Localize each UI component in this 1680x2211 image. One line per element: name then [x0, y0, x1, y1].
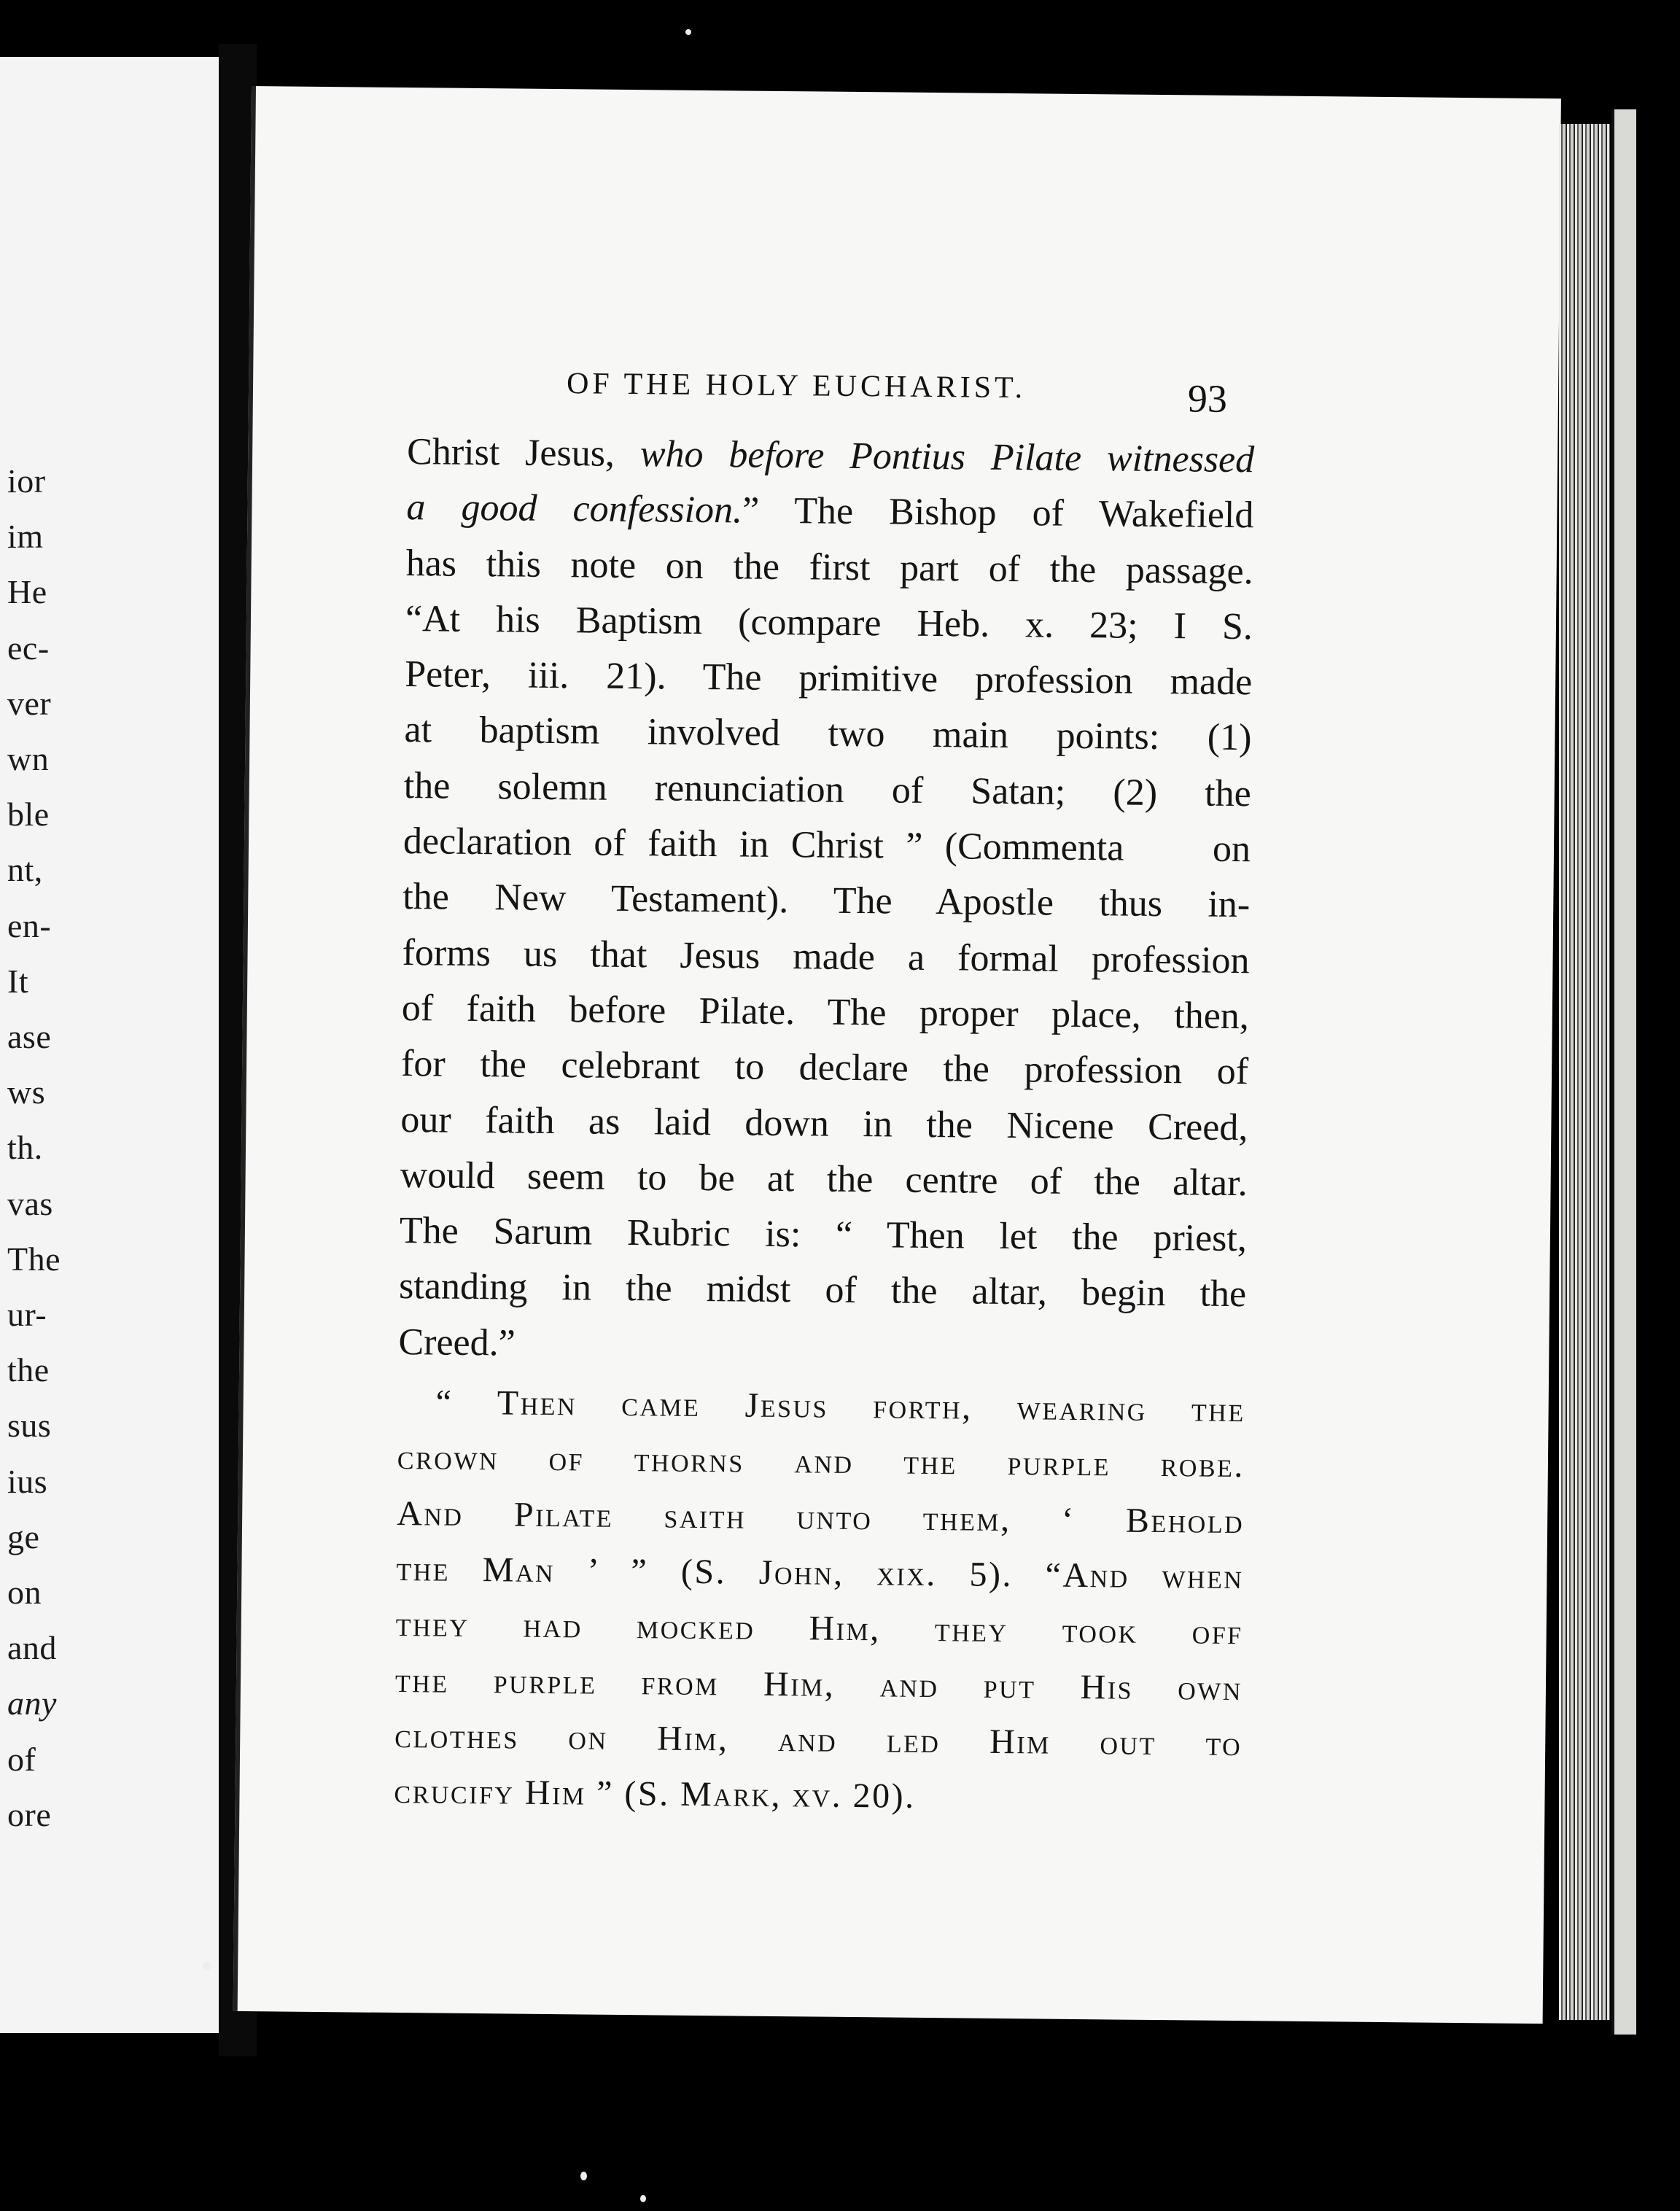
- left-page-line-fragment: im: [7, 518, 44, 556]
- text-line: Peter, iii. 21). The primitive profession made: [404, 653, 1253, 704]
- left-page-line-fragment: ble: [7, 796, 50, 834]
- left-page-line-fragment: ior: [7, 462, 46, 500]
- left-page-line-fragment: sus: [7, 1407, 52, 1445]
- left-page-line-fragment: en-: [7, 906, 52, 944]
- text-line: would seem to be at the centre of the altar.: [400, 1154, 1248, 1205]
- text-line: for the celebrant to declare the profession of: [400, 1043, 1249, 1093]
- left-page-line-fragment: wn: [7, 740, 50, 777]
- left-page-line-fragment: of: [7, 1740, 36, 1778]
- left-page-line-fragment: nt,: [7, 851, 43, 889]
- text-line: of faith before Pilate. The proper place, then,: [401, 987, 1250, 1038]
- left-page-line-fragment: The: [7, 1240, 61, 1278]
- left-page-line-fragment: ur-: [7, 1296, 47, 1333]
- text-line: at baptism involved two main points: (1): [404, 709, 1252, 759]
- page-93: [233, 86, 1561, 2024]
- text-line: the New Testament). The Apostle thus in-: [402, 876, 1251, 926]
- text-line: The Sarum Rubric is: “ Then let the priest,: [399, 1210, 1248, 1260]
- scripture-line: the Man ’ ” (S. John, xix. 5). “And when: [396, 1549, 1244, 1597]
- text-line: forms us that Jesus made a formal profession: [402, 931, 1250, 982]
- text-line: Creed.”: [398, 1321, 516, 1364]
- left-page-line-fragment: It: [7, 962, 29, 1000]
- scripture-line: the purple from Him, and put His own: [394, 1660, 1243, 1708]
- text-line: “At his Baptism (compare Heb. x. 23; I S.: [405, 597, 1253, 648]
- scripture-line: clothes on Him, and led Him out to: [394, 1716, 1242, 1763]
- scripture-line: they had mocked Him, they took off: [395, 1605, 1243, 1652]
- text-line: a good confession.” The Bishop of Wakefield: [406, 486, 1254, 537]
- running-head: OF THE HOLY EUCHARIST.: [566, 367, 1027, 405]
- left-page-line-fragment: He: [7, 573, 47, 611]
- scripture-line: crucify Him ” (S. Mark, xv. 20).: [394, 1772, 916, 1816]
- page-body-text: [394, 424, 1254, 1827]
- left-page-line-fragment: vas: [7, 1184, 53, 1222]
- left-page-line-fragment: ius: [7, 1462, 48, 1500]
- left-page-line-fragment: ver: [7, 684, 52, 722]
- text-line: Christ Jesus, who before Pontius Pilate witnessed: [406, 431, 1255, 481]
- left-page-line-fragment: on: [7, 1574, 42, 1611]
- scripture-line: crown of thorns and the purple robe.: [397, 1438, 1245, 1485]
- page-block-edges: [1559, 124, 1610, 2020]
- text-line: our faith as laid down in the Nicene Creed,: [400, 1098, 1248, 1149]
- left-page-line-fragment: the: [7, 1351, 50, 1389]
- left-page-line-fragment: any: [7, 1685, 57, 1722]
- book-cover-edge: [1611, 109, 1636, 2035]
- left-page-line-fragment: ge: [7, 1518, 40, 1555]
- scripture-line: And Pilate saith unto them, ‘ Behold: [396, 1493, 1245, 1541]
- left-page-line-fragment: and: [7, 1629, 57, 1667]
- text-line: standing in the midst of the altar, begin the: [398, 1265, 1247, 1316]
- text-line: the solemn renunciation of Satan; (2) the: [403, 764, 1252, 815]
- page-number: 93: [1187, 376, 1228, 421]
- text-line: has this note on the first part of the passage.: [405, 542, 1253, 592]
- italic-quote: a good confession.: [406, 486, 743, 532]
- italic-quote: who before Pontius Pilate witnessed: [639, 433, 1255, 481]
- left-page-line-fragment: ws: [7, 1073, 46, 1111]
- left-page-line-fragment: ore: [7, 1795, 52, 1833]
- previous-page: [0, 57, 222, 2033]
- left-page-line-fragment: ec-: [7, 629, 50, 667]
- scripture-line: “ Then came Jesus forth, wearing the: [435, 1383, 1245, 1430]
- text-line: declaration of faith in Christ ” (Commenta on: [402, 820, 1251, 871]
- left-page-line-fragment: ase: [7, 1018, 52, 1055]
- left-page-line-fragment: th.: [7, 1129, 43, 1167]
